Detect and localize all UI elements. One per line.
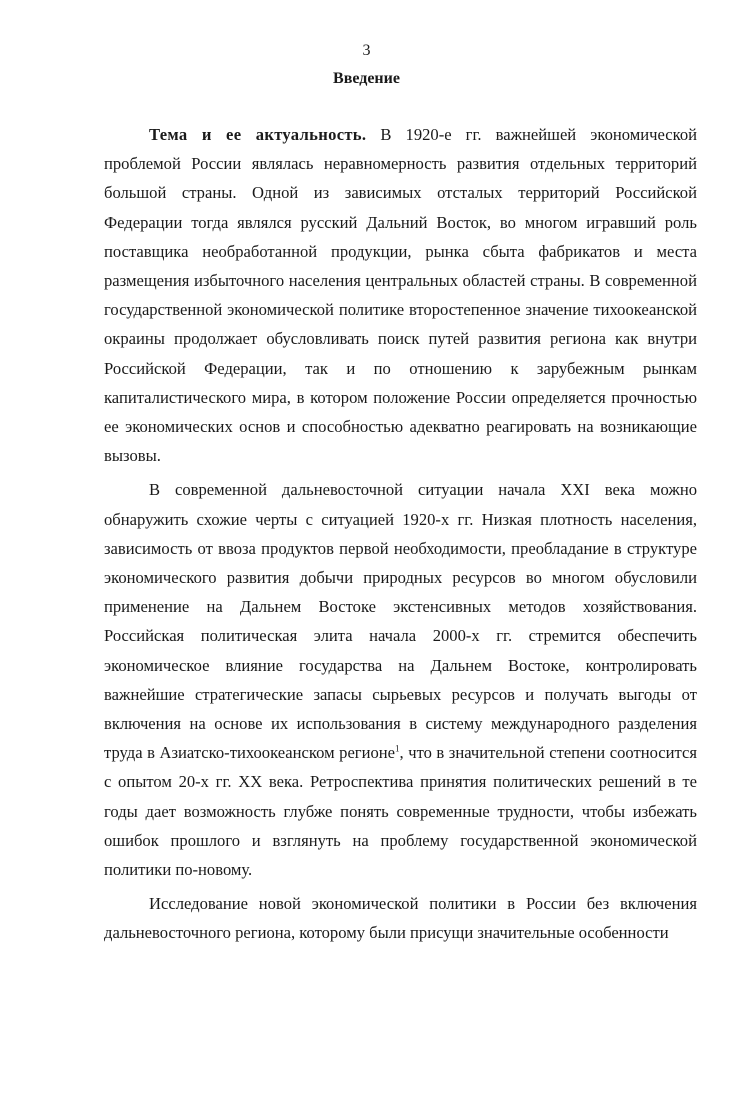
section-heading: Введение	[333, 70, 400, 87]
body-text	[104, 120, 697, 948]
paragraph-text-continued: , что в значительной степени соотносится с опытом 20-х гг. XX века. Ретроспектива принятия политических решений в те годы дает возможность глубже понять современные трудности, чтобы избежать ошибок прошлого и взглянуть на проблему государственной экономической политики по-новому.	[104, 743, 697, 880]
paragraph-3	[104, 889, 697, 947]
paragraph-lead: Тема и ее актуальность.	[149, 125, 367, 144]
footnote-marker[interactable]: 1	[395, 743, 400, 754]
paragraph-1	[104, 120, 697, 470]
paragraph-2	[104, 475, 697, 884]
page-number: 3	[362, 42, 371, 59]
paragraph-text: Исследование новой экономической политики в России без включения дальневосточного региона, которому были присущи значительные особенности	[104, 894, 697, 943]
paragraph-text: В современной дальневосточной ситуации начала XXI века можно обнаружить схожие черты с ситуацией 1920-х гг. Низкая плотность населения, зависимость от ввоза продуктов первой необходимости, преобладание в структуре экономического развития добычи природных ресурсов во многом обусловили применение на Дальнем Востоке экстенсивных методов хозяйствования. Российская политическая элита начала 2000-х гг. стремится обеспечить экономическое влияние государства на Дальнем Востоке, контролировать важнейшие стратегические запасы сырьевых ресурсов и получать выгоды от включения на основе их использования в систему международного разделения труда в Азиатско-тихоокеанском регионе	[104, 480, 697, 763]
paragraph-text: В 1920-е гг. важнейшей экономической проблемой России являлась неравномерность развития отдельных территорий большой страны. Одной из зависимых отсталых территорий Российской Федерации тогда являлся русский Дальний Восток, во многом игравший роль поставщика необработанной продукции, рынка сбыта фабрикатов и места размещения избыточного населения центральных областей страны. В современной государственной экономической политике второстепенное значение тихоокеанской окраины продолжает обусловливать поиск путей развития региона как внутри Российской Федерации, так и по отношению к зарубежным рынкам капиталистического мира, в котором положение России определяется прочностью ее экономических основ и способностью адекватно реагировать на возникающие вызовы.	[104, 125, 698, 466]
